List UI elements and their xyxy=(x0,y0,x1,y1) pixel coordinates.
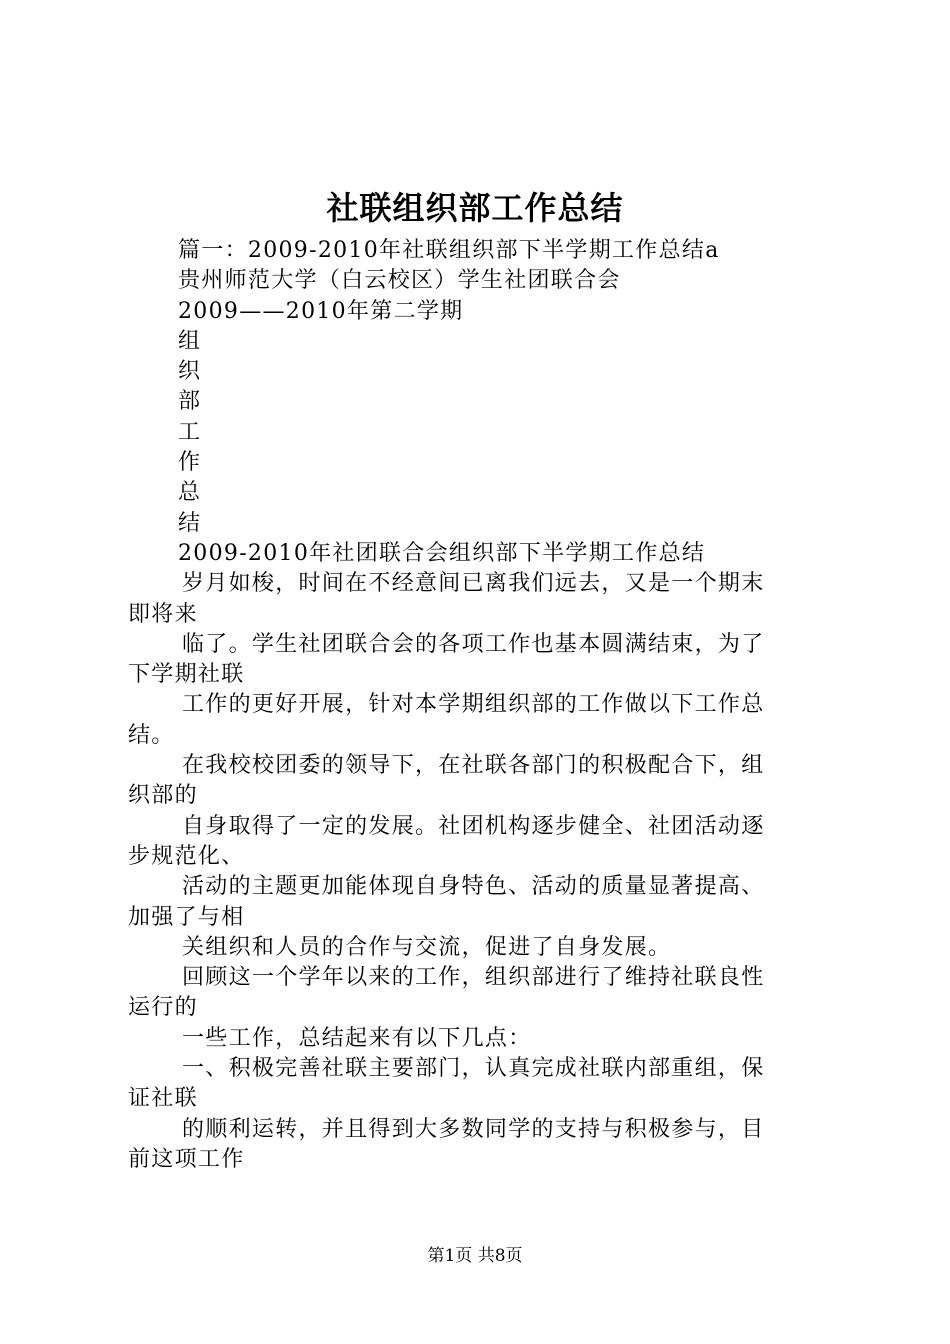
text-line: 总 xyxy=(178,480,202,506)
text-line: 贵州师范大学（白云校区）学生社团联合会 xyxy=(178,268,621,294)
text-line: 回顾这一个学年以来的工作，组织部进行了维持社联良性 xyxy=(182,965,765,991)
text-line: 篇一：2009-2010年社联组织部下半学期工作总结a xyxy=(178,238,720,263)
text-line: 结 xyxy=(178,510,202,536)
text-line: 前这项工作 xyxy=(128,1146,245,1172)
text-line: 组 xyxy=(178,328,202,354)
text-line: 步规范化、 xyxy=(128,843,245,869)
text-line: 部 xyxy=(178,389,202,415)
text-line: 活动的主题更加能体现自身特色、活动的质量显著提高、 xyxy=(182,874,765,900)
text-line: 2009——2010年第二学期 xyxy=(178,298,464,324)
text-line: 2009-2010年社团联合会组织部下半学期工作总结 xyxy=(178,540,706,566)
text-line: 关组织和人员的合作与交流，促进了自身发展。 xyxy=(182,934,672,960)
text-line: 下学期社联 xyxy=(128,662,245,688)
text-line: 岁月如梭，时间在不经意间已离我们远去，又是一个期末 xyxy=(182,571,765,597)
text-line: 作 xyxy=(178,450,202,476)
text-line: 一些工作，总结起来有以下几点： xyxy=(182,1025,532,1051)
text-line: 运行的 xyxy=(128,995,198,1021)
text-line: 一、积极完善社联主要部门，认真完成社联内部重组，保 xyxy=(182,1056,765,1082)
text-line: 在我校校团委的领导下，在社联各部门的积极配合下，组 xyxy=(182,753,765,779)
text-line: 工作的更好开展，针对本学期组织部的工作做以下工作总 xyxy=(182,692,765,718)
text-line: 加强了与相 xyxy=(128,904,245,930)
document-body xyxy=(128,236,838,1175)
text-line: 即将来 xyxy=(128,601,198,627)
text-line: 织部的 xyxy=(128,783,198,809)
page-footer: 第1页 共8页 xyxy=(427,1246,523,1266)
text-line: 自身取得了一定的发展。社团机构逐步健全、社团活动逐 xyxy=(182,813,765,839)
text-line: 的顺利运转，并且得到大多数同学的支持与积极参与，目 xyxy=(182,1116,765,1142)
text-line: 结。 xyxy=(128,722,175,748)
text-line: 工 xyxy=(178,419,202,445)
text-line: 证社联 xyxy=(128,1086,198,1112)
document-title: 社联组织部工作总结 xyxy=(326,189,624,227)
text-line: 织 xyxy=(178,359,202,385)
text-line: 临了。学生社团联合会的各项工作也基本圆满结束，为了 xyxy=(182,631,765,657)
